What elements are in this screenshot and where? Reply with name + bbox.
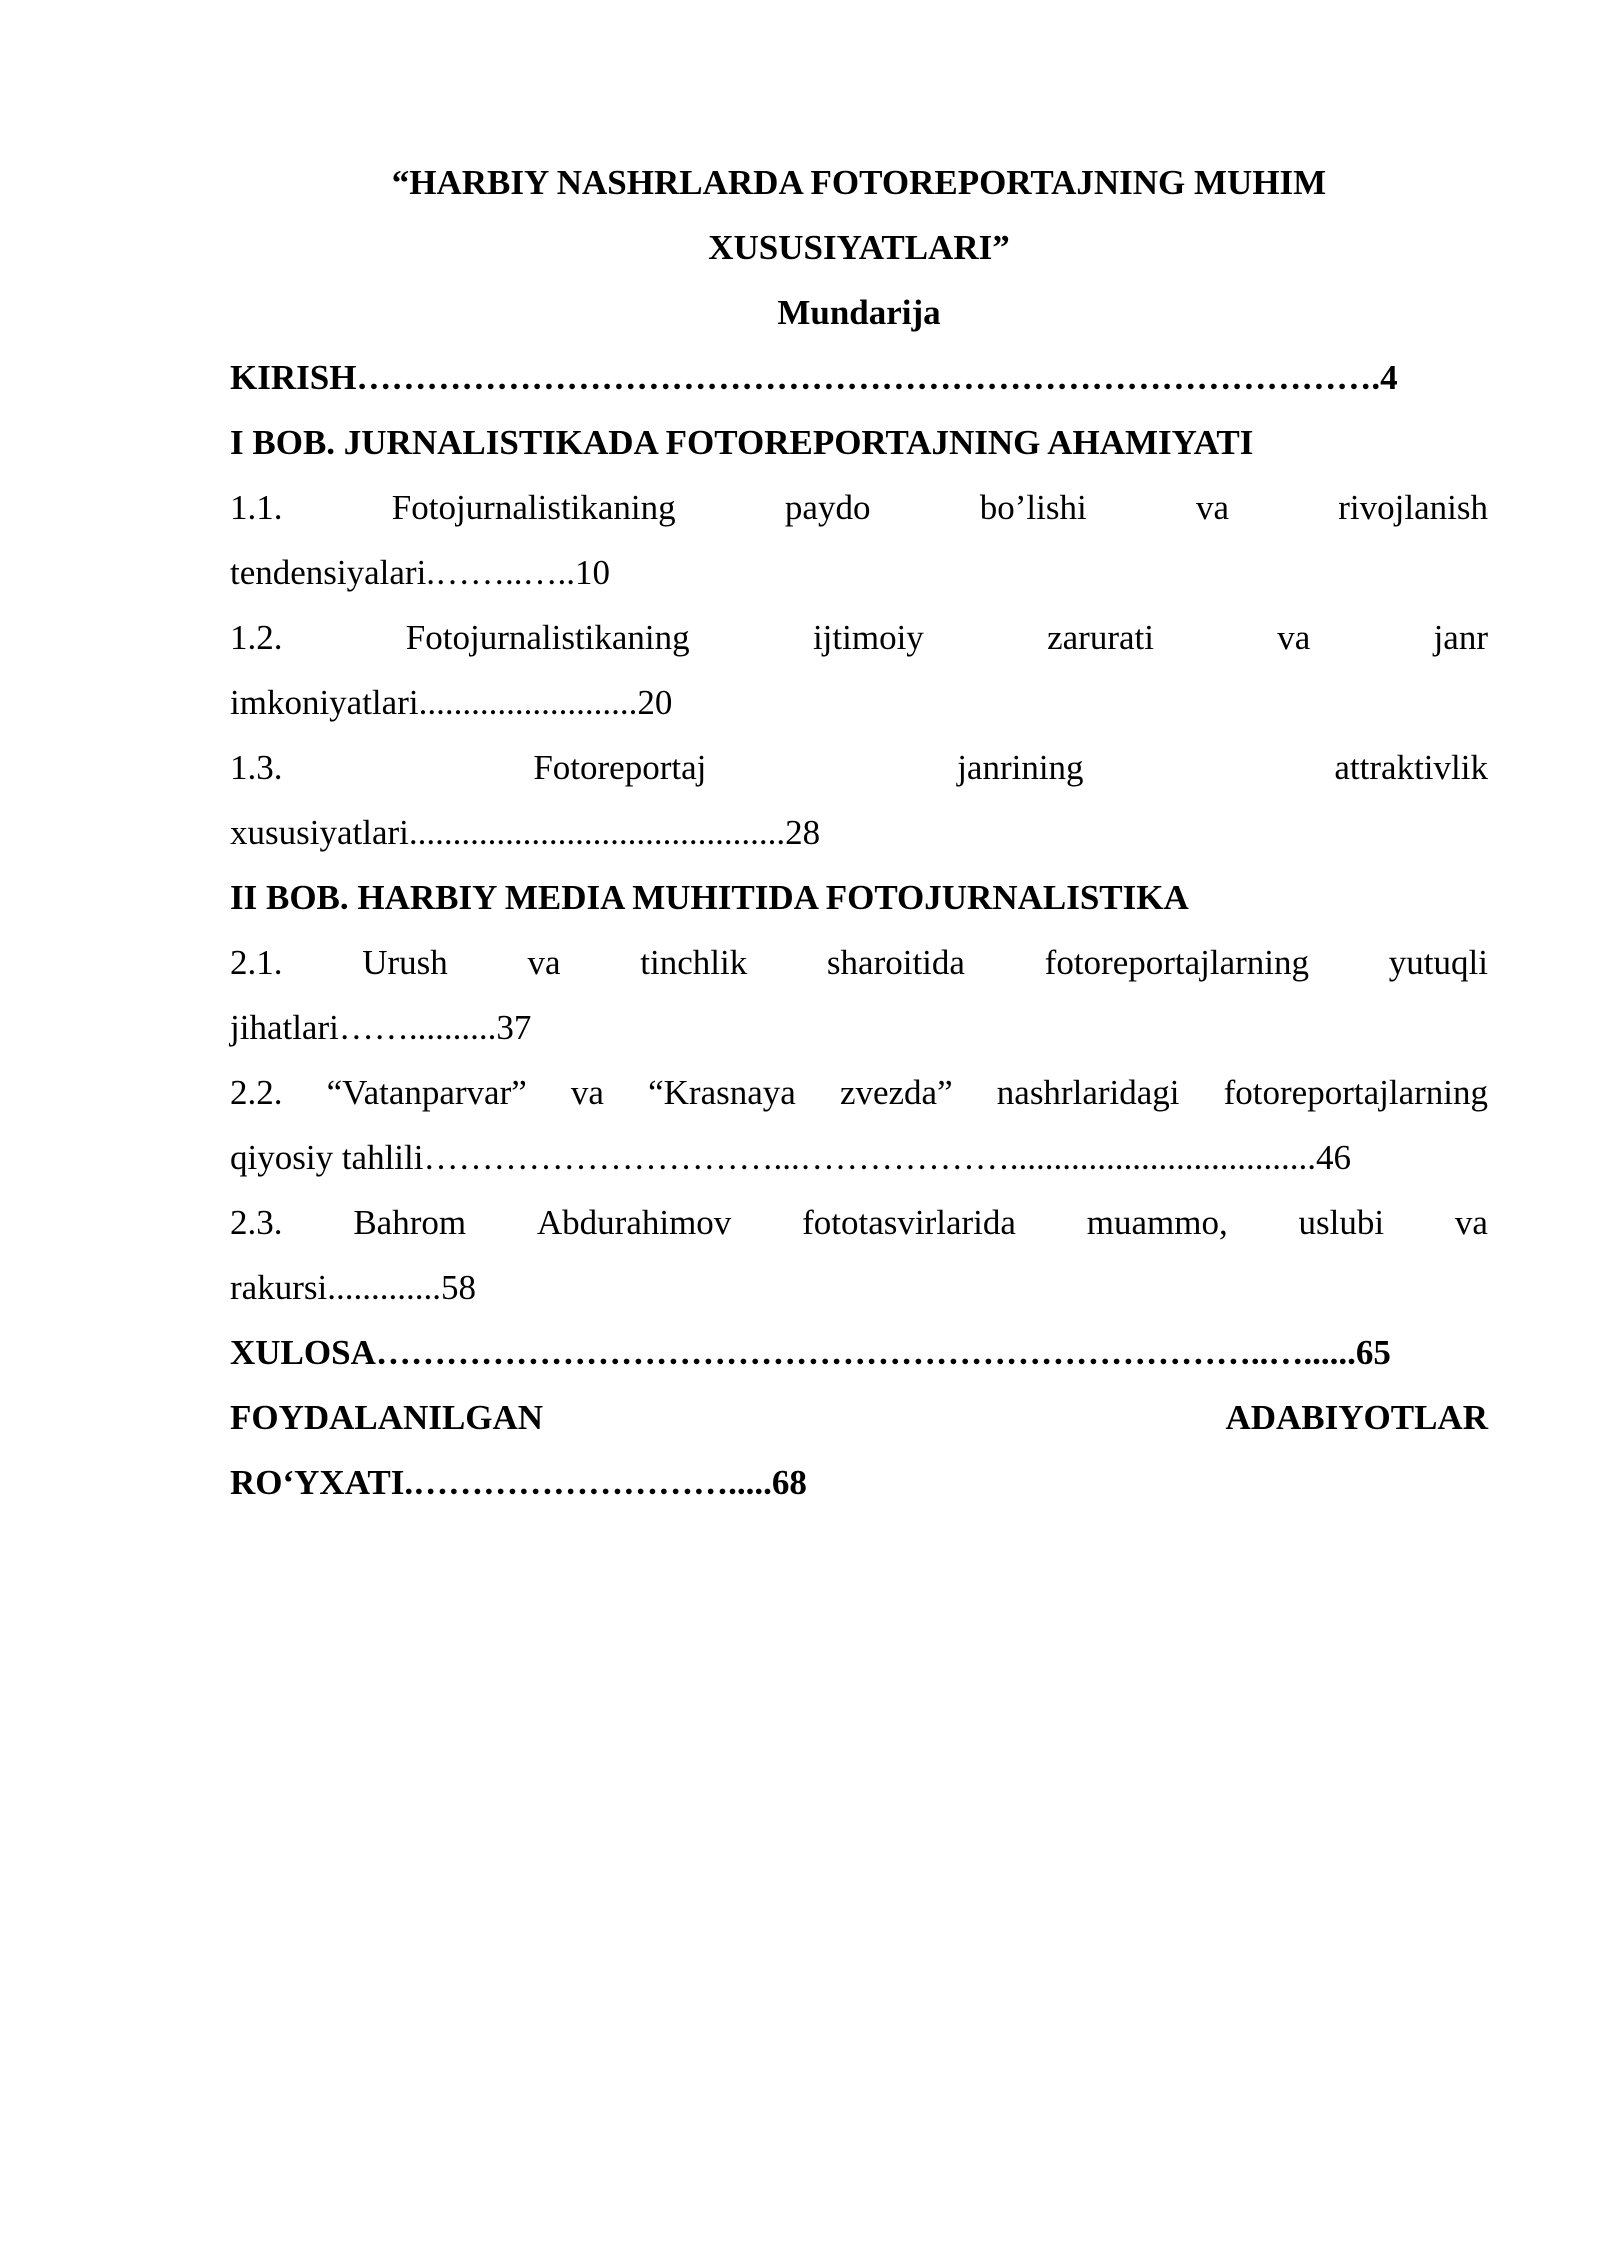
toc-word: attraktivlik (1334, 748, 1488, 787)
toc-entry-1-1-line-2: tendensiyalari.……..…..10 (230, 553, 611, 592)
toc-word: rivojlanish (1338, 488, 1488, 527)
toc-word: fototasvirlarida (802, 1203, 1016, 1242)
toc-word: Fotojurnalistikaning (391, 488, 676, 527)
toc-word: Fotojurnalistikaning (405, 618, 690, 657)
toc-word: zvezda” (839, 1073, 953, 1112)
toc-word: Bahrom (353, 1203, 467, 1242)
toc-entry-2-2-line-2: qiyosiy tahlili…………………………...………………...................................46 (230, 1138, 1351, 1177)
toc-chapter-1: I BOB. JURNALISTIKADA FOTOREPORTAJNING AHAMIYATI (230, 423, 1254, 462)
toc-word: Fotoreportaj (533, 748, 707, 787)
toc-word: FOYDALANILGAN (230, 1398, 544, 1437)
toc-word: “Krasnaya (648, 1073, 796, 1112)
toc-entry-1-2-line-2: imkoniyatlari.........................20 (230, 683, 673, 722)
toc-word: paydo (784, 488, 871, 527)
toc-entry-1-1-line-1 (230, 475, 1488, 540)
toc-entry-adabiyotlar-line-1 (230, 1385, 1488, 1450)
toc-entry-2-3-line-2: rakursi.............58 (230, 1268, 476, 1307)
toc-word: 2.2. (230, 1073, 283, 1112)
toc-word: va (1277, 618, 1311, 657)
toc-word: bo’lishi (979, 488, 1087, 527)
toc-entry-1-2-line-1 (230, 605, 1488, 670)
toc-word: ijtimoiy (812, 618, 924, 657)
toc-word: “Vatanparvar” (326, 1073, 527, 1112)
toc-word: janr (1433, 618, 1488, 657)
toc-word: janrining (957, 748, 1084, 787)
toc-word: 2.3. (230, 1203, 283, 1242)
toc-word: va (1195, 488, 1229, 527)
toc-word: ADABIYOTLAR (1225, 1398, 1488, 1437)
document-title-line-2: XUSUSIYATLARI” (708, 228, 1010, 267)
toc-entry-2-2-line-1 (230, 1060, 1488, 1125)
toc-entry-1-3-line-2: xususiyatlari...........................................28 (230, 813, 821, 852)
toc-word: 2.1. (230, 943, 283, 982)
toc-entry-2-1-line-2: jihatlari……..........37 (230, 1008, 532, 1047)
toc-entry-adabiyotlar-line-2: RO‘YXATI.……………………….....68 (230, 1463, 807, 1502)
toc-word: uslubi (1298, 1203, 1385, 1242)
toc-entry-xulosa: XULOSA…………………………………………………………………..…......65 (230, 1333, 1391, 1372)
toc-word: sharoitida (826, 943, 965, 982)
toc-entry-2-3-line-1 (230, 1190, 1488, 1255)
document-page (230, 150, 1488, 1515)
toc-word: 1.2. (230, 618, 283, 657)
toc-word: nashrlaridagi (996, 1073, 1180, 1112)
toc-word: Abdurahimov (536, 1203, 732, 1242)
toc-word: va (1454, 1203, 1488, 1242)
toc-word: zarurati (1047, 618, 1154, 657)
toc-word: va (527, 943, 561, 982)
toc-word: fotoreportajlarning (1044, 943, 1310, 982)
toc-word: Urush (362, 943, 448, 982)
toc-entry-1-3-line-1 (230, 735, 1488, 800)
document-title-line-1: “HARBIY NASHRLARDA FOTOREPORTAJNING MUHIM (391, 163, 1327, 202)
toc-word: muammo, (1086, 1203, 1228, 1242)
toc-entry-kirish: KIRISH…………………………………………………………………………….4 (230, 358, 1398, 397)
toc-word: 1.1. (230, 488, 283, 527)
toc-word: 1.3. (230, 748, 283, 787)
toc-heading: Mundarija (777, 293, 941, 332)
toc-entry-2-1-line-1 (230, 930, 1488, 995)
toc-chapter-2: II BOB. HARBIY MEDIA MUHITIDA FOTOJURNALISTIKA (230, 878, 1189, 917)
toc-word: yutuqli (1388, 943, 1488, 982)
toc-word: fotoreportajlarning (1223, 1073, 1488, 1112)
toc-word: va (570, 1073, 604, 1112)
toc-word: tinchlik (640, 943, 748, 982)
